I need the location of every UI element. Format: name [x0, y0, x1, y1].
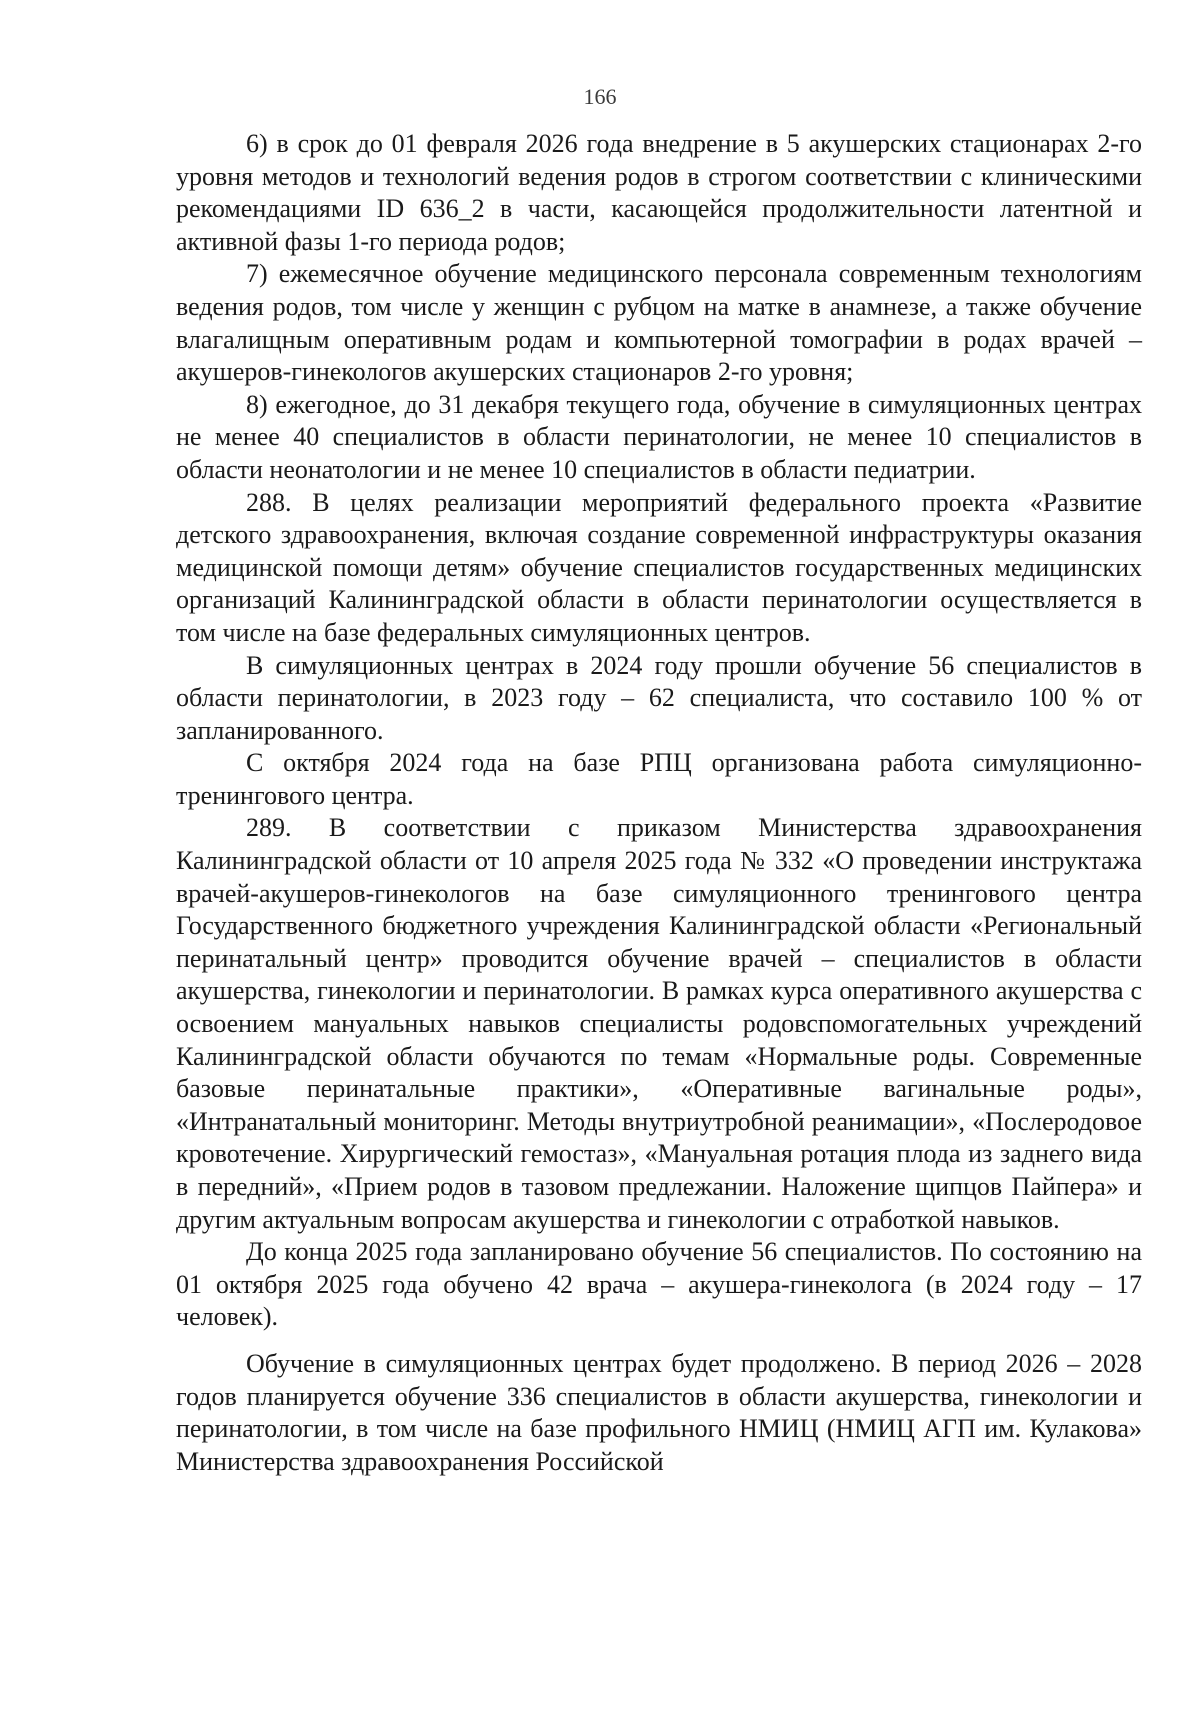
paragraph-288: 288. В целях реализации мероприятий федерального проекта «Развитие детского здравоохранения, включая создание современной инфраструктуры оказания медицинской помощи детям» обучение специалистов государственных медицинских организаций Калининградской области в области перинатологии осуществляется в том числе на базе федеральных симуляционных центров. — [176, 487, 1142, 647]
paragraph-item-7: 7) ежемесячное обучение медицинского персонала современным технологиям ведения родов, том числе у женщин с рубцом на матке в анамнезе, а также обучение влагалищным оперативным родам и компьютерной томографии в родах врачей – акушеров-гинекологов акушерских стационаров 2-го уровня; — [176, 259, 1142, 387]
document-body — [176, 128, 1142, 1478]
paragraph-item-6: 6) в срок до 01 февраля 2026 года внедрение в 5 акушерских стационарах 2-го уровня методов и технологий ведения родов в строгом соответствии с клиническими рекомендациями ID 636_2 в части, касающейся продолжительности латентной и активной фазы 1-го периода родов; — [176, 129, 1142, 256]
paragraph-289: 289. В соответствии с приказом Министерства здравоохранения Калининградской области от 10 апреля 2025 года № 332 «О проведении инструктажа врачей-акушеров-гинекологов на базе симуляционного тренингового центра Государственного бюджетного учреждения Калининградской области «Региональный перинатальный центр» проводится обучение врачей – специалистов в области акушерства, гинекологии и перинатологии. В рамках курса оперативного акушерства с освоением мануальных навыков специалисты родовспомогательных учреждений Калининградской области обучаются по темам «Нормальные роды. Современные базовые перинатальные практики», «Оперативные вагинальные роды», «Интранатальный мониторинг. Методы внутриутробной реанимации», «Послеродовое кровотечение. Хирургический гемостаз», «Мануальная ротация плода из заднего вида в передний», «Прием родов в тазовом предлежании. Наложение щипцов Пайпера» и другим актуальным вопросам акушерства и гинекологии с отработкой навыков. — [176, 813, 1142, 1234]
paragraph-item-8: 8) ежегодное, до 31 декабря текущего года, обучение в симуляционных центрах не менее 40 специалистов в области перинатологии, не менее 10 специалистов в области неонатологии и не менее 10 специалистов в области педиатрии. — [176, 389, 1142, 484]
page-number: 166 — [583, 84, 617, 109]
paragraph-plan-2025: До конца 2025 года запланировано обучение 56 специалистов. По состоянию на 01 октября 2025 года обучено 42 врача – акушера-гинеколога (в 2024 году – 17 человек). — [176, 1237, 1142, 1332]
paragraph-rpc-center: С октября 2024 года на базе РПЦ организована работа симуляционно-тренингового центра. — [176, 748, 1142, 810]
paragraph-simulation-2024: В симуляционных центрах в 2024 году прошли обучение 56 специалистов в области перинатологии, в 2023 году – 62 специалиста, что составило 100 % от запланированного. — [176, 650, 1142, 745]
paragraph-plan-2026-2028: Обучение в симуляционных центрах будет продолжено. В период 2026 – 2028 годов планируется обучение 336 специалистов в области акушерства, гинекологии и перинатологии, в том числе на базе профильного НМИЦ (НМИЦ АГП им. Кулакова» Министерства здравоохранения Российской — [176, 1348, 1142, 1476]
